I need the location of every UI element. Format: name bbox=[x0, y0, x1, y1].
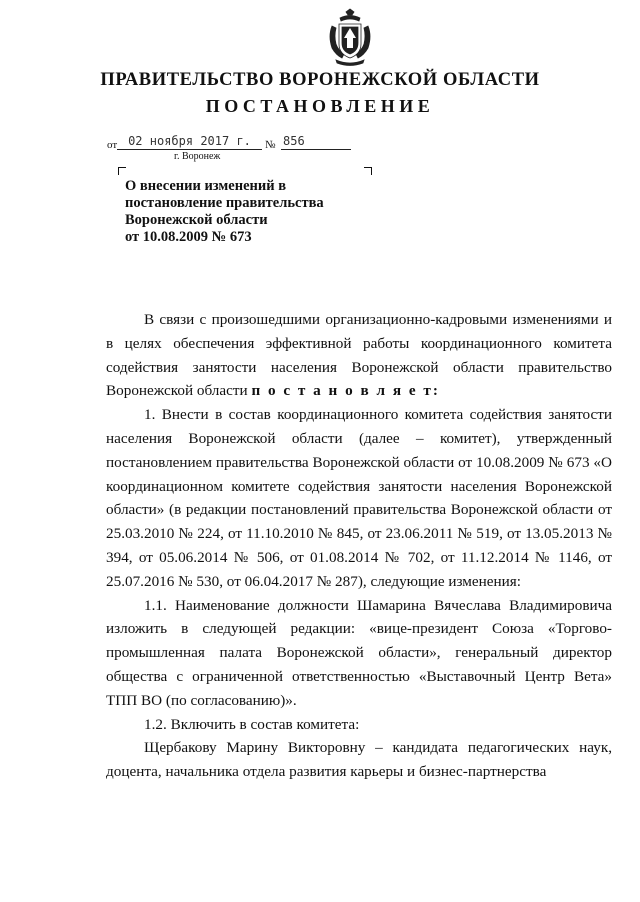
subject-line: О внесении изменений в bbox=[125, 178, 287, 194]
issue-city: г. Воронеж bbox=[174, 151, 221, 162]
clause-1-2-member: Щербакову Марину Викторовну – кандидата педагогических наук, доцента, начальника отдела развития карьеры и бизнес-партнерства bbox=[106, 739, 612, 781]
intro-text: В связи с произошедшими организационно-кадровыми изменениями и в целях обеспечения эффективной работы координационного комитета содействия занятости населения Воронежской области правительство Воронежской области bbox=[106, 311, 612, 400]
intro-paragraph bbox=[106, 308, 612, 403]
subject-bracket-right bbox=[364, 167, 372, 175]
decree-date: 02 ноября 2017 г. bbox=[117, 134, 262, 150]
decree-body bbox=[106, 308, 612, 784]
decree-number: 856 bbox=[281, 134, 351, 150]
document-type: ПОСТАНОВЛЕНИЕ bbox=[205, 96, 435, 116]
subject-line: от 10.08.2009 № 673 bbox=[125, 229, 252, 245]
subject-line: Воронежской области bbox=[125, 212, 268, 228]
clause-1-2: 1.2. Включить в состав комитета: bbox=[144, 715, 360, 733]
coat-of-arms-emblem bbox=[326, 8, 374, 68]
subject-bracket-left bbox=[118, 167, 126, 175]
decree-subject bbox=[125, 178, 385, 246]
decides-word: п о с т а н о в л я е т: bbox=[251, 382, 440, 400]
date-prefix: от bbox=[107, 139, 118, 151]
clause-1: 1. Внести в состав координационного комитета содействия занятости населения Воронежской области (далее – комитет), утвержденный постановлением правительства Воронежской области от 10.08.2009 № 673 «О координационном комитете содействия занятости населения Воронежской области» (в редакции постановлений правительства Воронежской области от 25.03.2010 № 224, от 11.10.2010 № 845, от 23.06.2011 № 519, от 13.05.2013 № 394, от 05.06.2014 № 506, от 01.08.2014 № 702, от 11.12.2014 № 1146, от 25.07.2016 № 530, от 06.04.2017 № 287), следующие изменения: bbox=[106, 406, 612, 590]
clause-1-1: 1.1. Наименование должности Шамарина Вячеслава Владимировича изложить в следующей редакции: «вице-президент Союза «Торгово-промышленная палата Воронежской области», генеральный директор общества с ограниченной ответственностью «Выставочный Центр Вета» ТПП ВО (по согласованию)». bbox=[106, 596, 612, 709]
government-title: ПРАВИТЕЛЬСТВО ВОРОНЕЖСКОЙ ОБЛАСТИ bbox=[100, 70, 540, 90]
subject-line: постановление правительства bbox=[125, 195, 324, 211]
number-sign: № bbox=[265, 139, 276, 151]
